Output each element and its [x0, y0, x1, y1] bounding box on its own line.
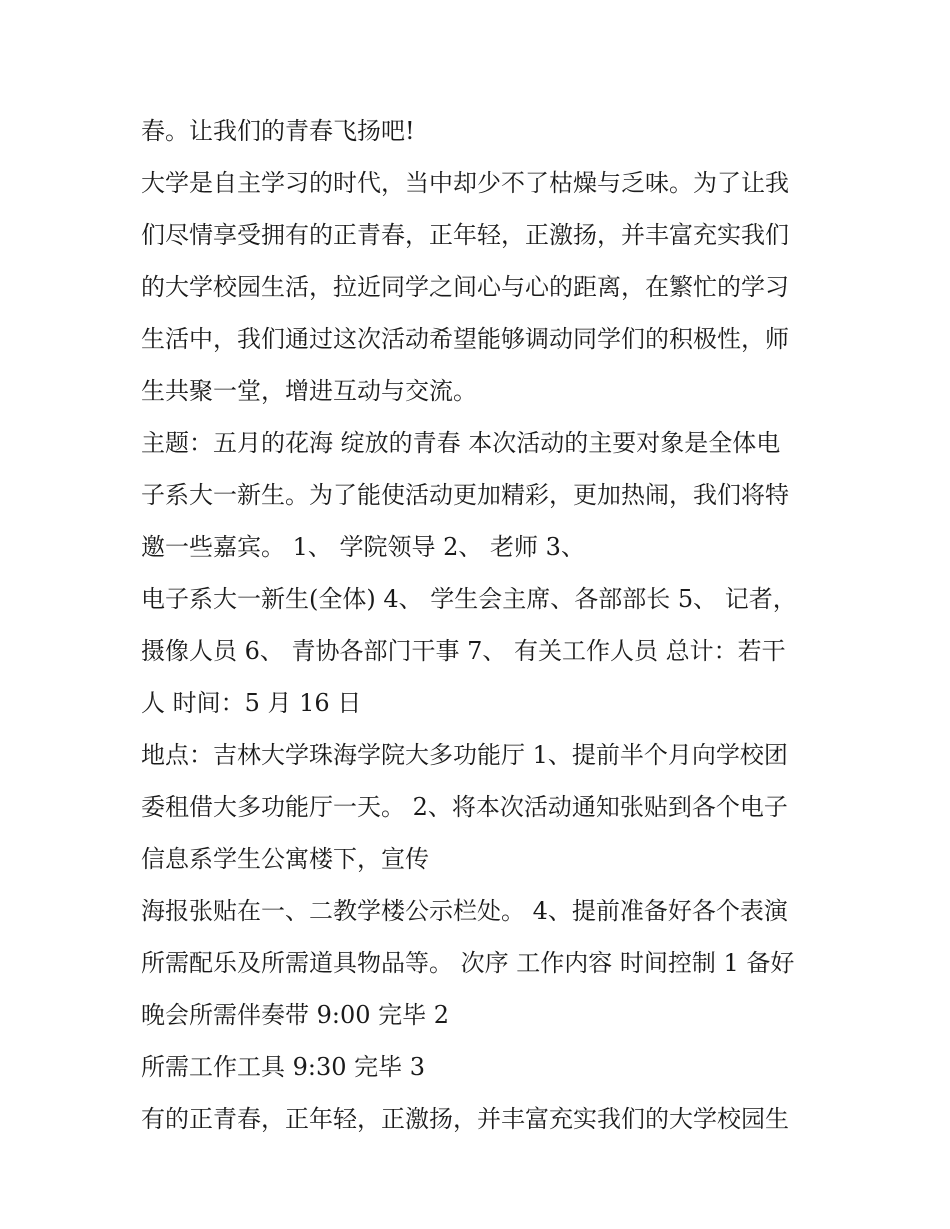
text-line: 子系大一新生。为了能使活动更加精彩，更加热闹，我们将特 [141, 481, 789, 509]
text-line: 晚会所需伴奏带 9:00 完毕 2 [141, 1001, 450, 1029]
document-body [141, 110, 821, 1141]
text-line: 的大学校园生活，拉近同学之间心与心的距离，在繁忙的学习 [141, 273, 789, 301]
text-line: 海报张贴在一、二教学楼公示栏处。 4、提前准备好各个表演 [141, 897, 788, 925]
text-line: 主题：五月的花海 绽放的青春 本次活动的主要对象是全体电 [141, 429, 781, 457]
text-line: 电子系大一新生(全体) 4、 学生会主席、各部部长 5、 记者， [141, 585, 797, 613]
text-line: 信息系学生公寓楼下，宣传 [141, 845, 429, 873]
text-line: 摄像人员 6、 青协各部门干事 7、 有关工作人员 总计：若干 [141, 637, 786, 665]
text-line: 人 时间：5 月 16 日 [141, 689, 362, 717]
text-line: 所需配乐及所需道具物品等。 次序 工作内容 时间控制 1 备好 [141, 949, 795, 977]
text-line: 春。让我们的青春飞扬吧! [141, 117, 415, 145]
text-line: 地点：吉林大学珠海学院大多功能厅 1、提前半个月向学校团 [141, 741, 788, 769]
text-line: 邀一些嘉宾。 1、 学院领导 2、 老师 3、 [141, 533, 585, 561]
text-line: 生共聚一堂，增进互动与交流。 [141, 377, 477, 405]
text-line: 有的正青春，正年轻，正激扬，并丰富充实我们的大学校园生 [141, 1105, 789, 1133]
text-line: 大学是自主学习的时代，当中却少不了枯燥与乏味。为了让我 [141, 169, 789, 197]
text-line: 所需工作工具 9:30 完毕 3 [141, 1053, 426, 1081]
text-line: 们尽情享受拥有的正青春，正年轻，正激扬，并丰富充实我们 [141, 221, 789, 249]
text-line: 生活中，我们通过这次活动希望能够调动同学们的积极性，师 [141, 325, 789, 353]
text-line: 委租借大多功能厅一天。 2、将本次活动通知张贴到各个电子 [141, 793, 788, 821]
